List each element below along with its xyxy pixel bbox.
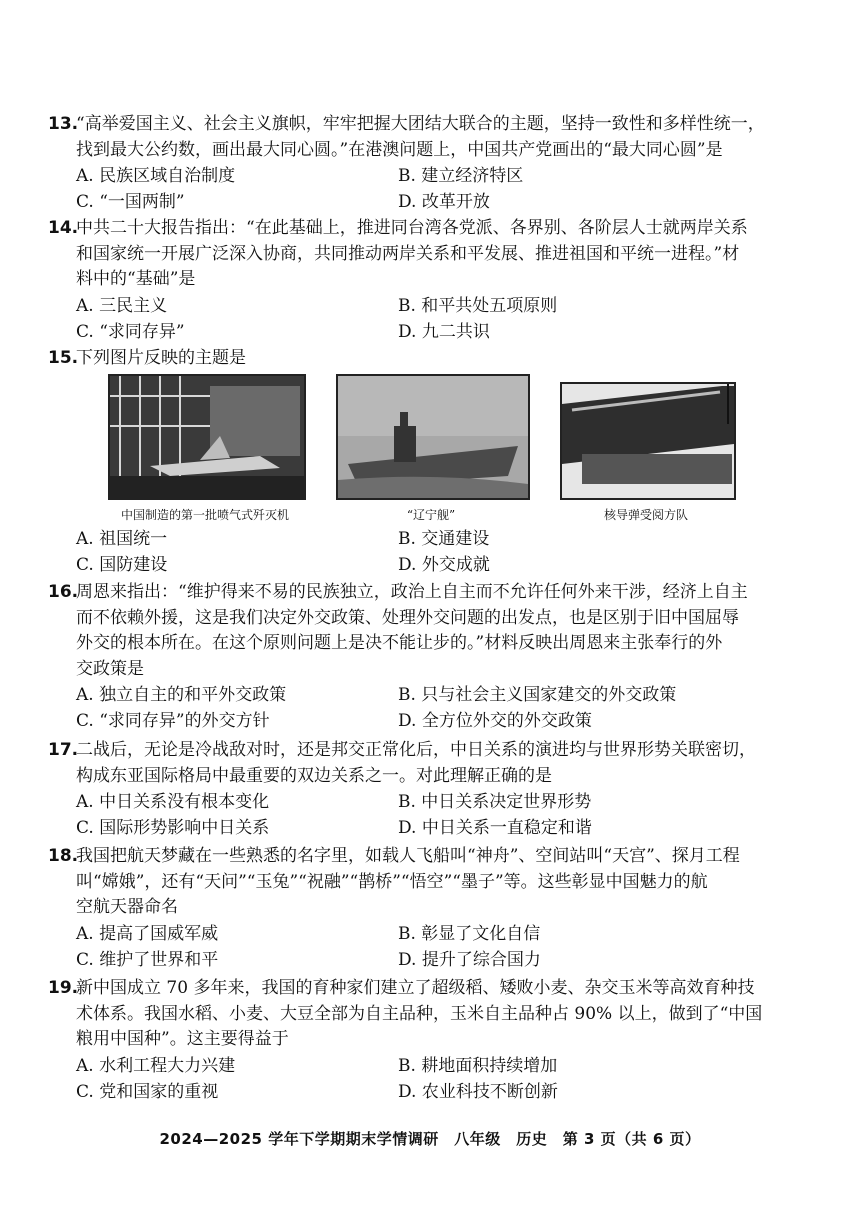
question-stem-line: 而不依赖外援，这是我们决定外交政策、处理外交问题的出发点，也是区别于旧中国屈辱 [76,607,739,628]
option-a: A. 祖国统一 [76,529,168,549]
question-18 [48,844,818,973]
option-c: C. 国际形势影响中日关系 [76,818,270,838]
question-stem-line: 中共二十大报告指出：“在此基础上，推进同台湾各党派、各界别、各阶层人士就两岸关系 [76,218,748,238]
option-c: C. “求同存异” [76,321,185,342]
question-15-figures [100,374,740,524]
figure-caption: “辽宁舰” [406,508,456,522]
question-stem-line: 料中的“基础”是 [76,269,196,289]
jet-fighter-photo [108,374,306,500]
question-14 [48,216,818,345]
option-c: C. “求同存异”的外交方针 [76,711,270,731]
option-a: A. 民族区域自治制度 [76,166,236,186]
figure-jet-fighter [108,374,306,523]
options [48,526,818,578]
question-stem-line: 外交的根本所在。在这个原则问题上是决不能让步的。”材料反映出周恩来主张奉行的外 [76,633,723,653]
option-c: C. 党和国家的重视 [76,1081,219,1102]
question-stem-line: 术体系。我国水稻、小麦、大豆全部为自主品种，玉米自主品种占 90% 以上，做到了“中国 [76,1003,763,1024]
question-15-options [48,526,818,578]
question-stem-line: 二战后，无论是冷战敌对时，还是邦交正常化后，中日关系的演进均与世界形势关联密切， [76,740,756,760]
question-number: 17. [48,740,79,760]
aircraft-carrier-icon [338,376,528,498]
question-stem-line: 交政策是 [76,658,144,679]
option-b: B. 和平共处五项原则 [398,295,558,316]
question-stem-line: 和国家统一开展广泛深入协商，共同推动两岸关系和平发展、推进祖国和平统一进程。”材 [76,243,740,264]
question-17 [48,738,818,841]
options [48,789,818,841]
question-number: 13. [48,114,79,134]
question-19 [48,976,818,1105]
option-a: A. 独立自主的和平外交政策 [76,685,287,705]
option-a: A. 三民主义 [76,295,168,316]
question-stem-line: 空航天器命名 [76,897,178,917]
question-15 [48,346,818,372]
option-d: D. 提升了综合国力 [398,949,541,970]
question-stem-line: 找到最大公约数，画出最大同心圆。”在港澳问题上，中国共产党画出的“最大同心圆”是 [76,139,723,160]
jet-fighter-icon [110,376,304,498]
question-16 [48,580,818,734]
options [48,163,818,215]
option-b: B. 只与社会主义国家建交的外交政策 [398,685,677,705]
question-number: 14. [48,218,79,238]
missile-icon [562,384,734,498]
option-c: C. “一国两制” [76,192,185,212]
nuclear-missile-photo [560,382,736,500]
option-b: B. 交通建设 [398,529,490,549]
options [48,1053,818,1105]
option-d: D. 全方位外交的外交政策 [398,711,592,731]
figure-caption: 中国制造的第一批喷气式歼灭机 [120,508,289,522]
option-d: D. 中日关系一直稳定和谐 [398,818,592,838]
question-number: 15. [48,348,79,368]
option-b: B. 耕地面积持续增加 [398,1055,558,1076]
question-stem-line: 新中国成立 70 多年来，我国的育种家们建立了超级稻、矮败小麦、杂交玉米等高效育种技 [76,978,755,998]
liaoning-carrier-photo [336,374,530,500]
figure-nuclear-missile [560,374,736,523]
option-c: C. 国防建设 [76,555,168,575]
question-stem-line: 我国把航天梦藏在一些熟悉的名字里，如载人飞船叫“神舟”、空间站叫“天宫”、探月工程 [76,846,740,866]
question-13 [48,112,818,215]
question-stem-line: “高举爱国主义、社会主义旗帜，牢牢把握大团结大联合的主题，坚持一致性和多样性统一， [76,114,765,134]
question-stem-line: 下列图片反映的主题是 [76,348,246,368]
options [48,682,818,734]
option-a: A. 提高了国威军威 [76,923,219,944]
option-b: B. 建立经济特区 [398,166,524,186]
question-stem-line: 周恩来指出：“维护得来不易的民族独立，政治上自主而不允许任何外来干涉，经济上自主 [76,582,748,602]
figure-liaoning-carrier [336,374,530,523]
options [48,921,818,973]
page-footer: 2024—2025 学年下学期期末学情调研 八年级 历史 第 3 页（共 6 页） [159,1130,701,1148]
option-d: D. 九二共识 [398,321,490,342]
question-stem-line: 粮用中国种”。这主要得益于 [76,1029,289,1049]
options [48,293,818,345]
question-number: 16. [48,582,79,602]
option-d: D. 改革开放 [398,192,490,212]
option-a: A. 中日关系没有根本变化 [76,792,270,812]
figure-caption: 核导弹受阅方队 [603,508,688,522]
option-b: B. 彰显了文化自信 [398,923,541,944]
question-stem-line: 叫“嫦娥”，还有“天问”“玉兔”“祝融”“鹊桥”“悟空”“墨子”等。这些彰显中国魅力的航 [76,871,708,892]
question-stem-line: 构成东亚国际格局中最重要的双边关系之一。对此理解正确的是 [76,765,552,786]
option-b: B. 中日关系决定世界形势 [398,792,592,812]
question-number: 18. [48,846,79,866]
option-d: D. 外交成就 [398,555,490,575]
option-c: C. 维护了世界和平 [76,949,219,970]
option-d: D. 农业科技不断创新 [398,1081,558,1102]
option-a: A. 水利工程大力兴建 [76,1055,236,1076]
question-number: 19. [48,978,79,998]
